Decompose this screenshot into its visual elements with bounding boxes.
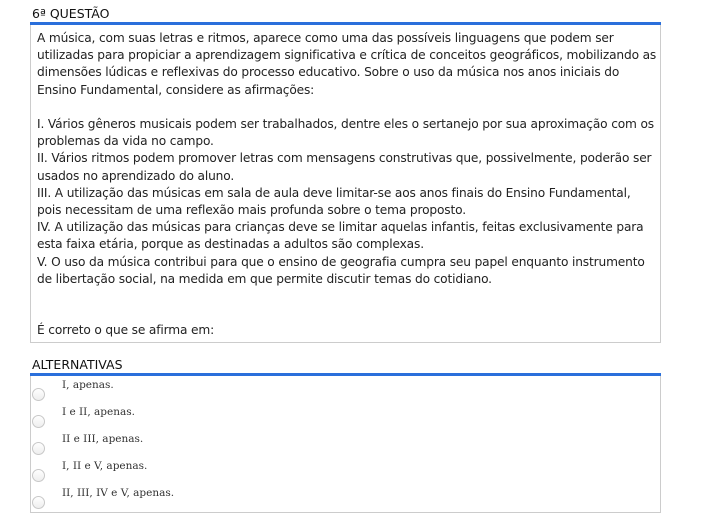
statement-4: IV. A utilização das músicas para crianças deve se limitar aquelas infantis, feitas exclusivamente para esta faixa etária, porque as destinadas a adultos são complexas. — [37, 220, 644, 252]
alternative-option[interactable] — [31, 487, 651, 513]
radio-button[interactable] — [32, 496, 45, 509]
alternative-label: I, apenas. — [62, 379, 114, 391]
statement-2: II. Vários ritmos podem promover letras com mensagens construtivas que, possivelmente, poderão ser usados no aprendizado do aluno. — [37, 151, 652, 183]
statement-1: I. Vários gêneros musicais podem ser trabalhados, dentre eles o sertanejo por sua aproximação com os problemas da vida no campo. — [37, 117, 655, 149]
radio-button[interactable] — [32, 415, 45, 428]
alternatives-box — [30, 376, 661, 513]
statement-5: V. O uso da música contribui para que o ensino de geografia cumpra seu papel enquanto instrumento de libertação social, na medida em que permite discutir temas do cotidiano. — [37, 254, 645, 286]
alternative-label: II e III, apenas. — [62, 433, 144, 445]
question-text — [37, 30, 657, 340]
question-box — [30, 25, 661, 343]
alternative-label: I e II, apenas. — [62, 406, 135, 418]
alternative-option[interactable] — [31, 406, 651, 432]
alternatives-header: ALTERNATIVAS — [32, 357, 123, 372]
radio-button[interactable] — [32, 469, 45, 482]
radio-button[interactable] — [32, 388, 45, 401]
statement-3: III. A utilização das músicas em sala de aula deve limitar-se aos anos finais do Ensino Fundamental, pois necessitam de uma reflexão mais profunda sobre o tema proposto. — [37, 185, 631, 218]
question-intro: A música, com suas letras e ritmos, aparece como uma das possíveis linguagens que podem ser utilizadas para propiciar a aprendizagem significativa e crítica de conceitos geográficos, mobilizando as dimensões lúdicas e reflexivas do processo educativo. Sobre o uso da música nos anos iniciais do Ensino Fundamental, considere as afirmações: — [37, 31, 657, 97]
alternative-label: II, III, IV e V, apenas. — [62, 487, 175, 499]
question-prompt: É correto o que se afirma em: — [37, 323, 215, 338]
alternative-option[interactable] — [31, 460, 651, 486]
alternative-option[interactable] — [31, 379, 651, 405]
alternative-label: I, II e V, apenas. — [62, 460, 148, 472]
radio-button[interactable] — [32, 442, 45, 455]
alternative-option[interactable] — [31, 433, 651, 459]
question-header: 6ª QUESTÃO — [32, 6, 110, 21]
